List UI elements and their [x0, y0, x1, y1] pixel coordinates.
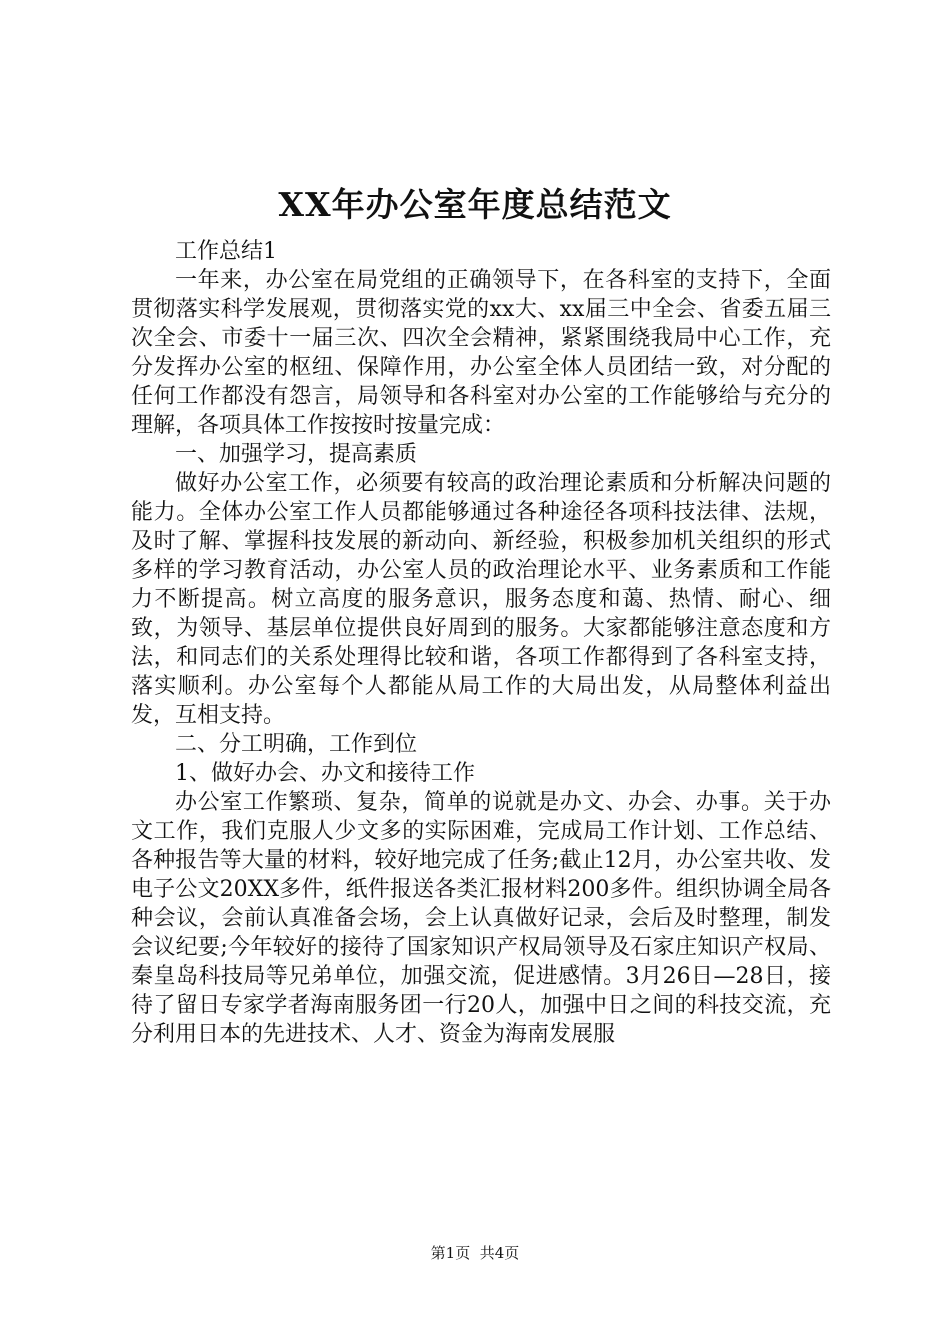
- page-number-total: 共4页: [479, 1244, 520, 1262]
- heading-section-1: 一、加强学习，提高素质: [175, 442, 418, 467]
- paragraph-subsection-1: 办公室工作繁琐、复杂，简单的说就是办文、办会、办事。关于办文工作，我们克服人少文多的实际困难，完成局工作计划、工作总结、各种报告等大量的材料，较好地完成了任务;截止12月，办公室共收、发电子公文20XX多件，纸件报送各类汇报材料200多件。组织协调全局各种会议，会前认真准备会场，会上认真做好记录，会后及时整理，制发会议纪要;今年较好的接待了国家知识产权局领导及石家庄知识产权局、秦皇岛科技局等兄弟单位，加强交流，促进感情。3月26日—28日，接待了留日专家学者海南服务团一行20人，加强中日之间的科技交流，充分利用日本的先进技术、人才、资金为海南发展服: [131, 790, 831, 1047]
- heading-section-2: 二、分工明确，工作到位: [175, 732, 418, 757]
- document-body: [131, 237, 831, 1049]
- page-number-current: 第1页: [430, 1244, 471, 1262]
- heading-subsection-1: 1、做好办会、办文和接待工作: [175, 761, 475, 786]
- paragraph-section-1: 做好办公室工作，必须要有较高的政治理论素质和分析解决问题的能力。全体办公室工作人员都能够通过各种途径各项科技法律、法规，及时了解、掌握科技发展的新动向、新经验，积极参加机关组织的形式多样的学习教育活动，办公室人员的政治理论水平、业务素质和工作能力不断提高。树立高度的服务意识，服务态度和蔼、热情、耐心、细致，为领导、基层单位提供良好周到的服务。大家都能够注意态度和方法，和同志们的关系处理得比较和谐，各项工作都得到了各科室支持，落实顺利。办公室每个人都能从局工作的大局出发，从局整体利益出发，互相支持。: [131, 471, 831, 728]
- paragraph-section-label: 工作总结1: [175, 239, 277, 264]
- page-footer: [0, 1243, 950, 1263]
- document-title: XX年办公室年度总结范文: [278, 185, 672, 224]
- paragraph-intro: 一年来，办公室在局党组的正确领导下，在各科室的支持下，全面贯彻落实科学发展观，贯彻落实党的xx大、xx届三中全会、省委五届三次全会、市委十一届三次、四次全会精神，紧紧围绕我局中心工作，充分发挥办公室的枢纽、保障作用，办公室全体人员团结一致，对分配的任何工作都没有怨言，局领导和各科室对办公室的工作能够给与充分的理解，各项具体工作按按时按量完成：: [131, 268, 831, 438]
